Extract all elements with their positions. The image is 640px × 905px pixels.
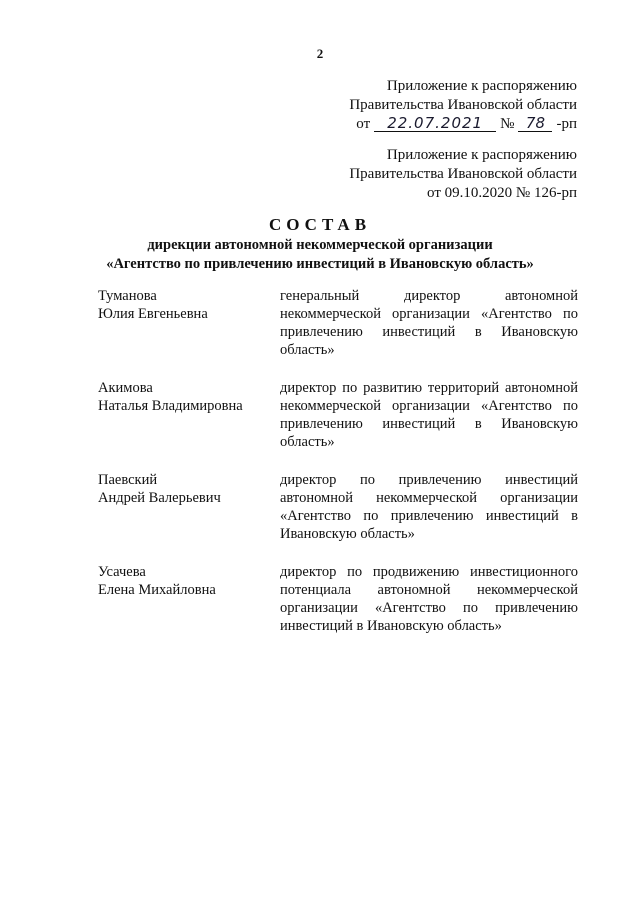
handwritten-date: 22.07.2021	[374, 115, 496, 132]
appendix-line: Приложение к распоряжению	[386, 147, 577, 163]
member-given-names: Андрей Валерьевич	[98, 490, 221, 506]
member-position: директор по привлечению инвестиций автономной некоммерческой организации «Агентство по привлечению инвестиций в Ивановскую область»	[280, 472, 578, 542]
member-name	[98, 379, 280, 451]
document-title	[0, 214, 640, 274]
member-surname: Акимова	[98, 380, 153, 396]
member-name	[98, 471, 280, 543]
appendix-line: от 09.10.2020 № 126-рп	[427, 185, 577, 201]
appendix-header-current	[349, 77, 577, 134]
member-name	[98, 287, 280, 359]
member-row	[98, 287, 578, 359]
appendix-date-line	[349, 115, 577, 134]
member-given-names: Наталья Владимировна	[98, 398, 243, 414]
member-row	[98, 379, 578, 451]
page-number: 2	[316, 46, 324, 61]
handwritten-number: 78	[518, 115, 552, 132]
members-list	[98, 287, 578, 655]
title-subtitle: дирекции автономной некоммерческой организации	[147, 237, 493, 253]
appendix-line: Правительства Ивановской области	[349, 97, 577, 113]
member-name	[98, 563, 280, 635]
member-given-names: Юлия Евгеньевна	[98, 306, 208, 322]
member-given-names: Елена Михайловна	[98, 582, 216, 598]
member-row	[98, 563, 578, 635]
appendix-line: Приложение к распоряжению	[386, 78, 577, 94]
member-surname: Паевский	[98, 472, 158, 488]
appendix-line: Правительства Ивановской области	[349, 166, 577, 182]
member-position: директор по развитию территорий автономной некоммерческой организации «Агентство по привлечению инвестиций в Ивановскую область»	[280, 380, 578, 450]
member-row	[98, 471, 578, 543]
title-subtitle: «Агентство по привлечению инвестиций в Ивановскую область»	[106, 256, 534, 272]
member-surname: Туманова	[98, 288, 157, 304]
member-surname: Усачева	[98, 564, 146, 580]
number-sign: №	[500, 116, 515, 132]
date-prefix: от	[356, 116, 371, 132]
member-position: директор по продвижению инвестиционного потенциала автономной некоммерческой организации «Агентство по привлечению инвестиций в Ивановскую область»	[280, 564, 578, 634]
title-main: СОСТАВ	[268, 215, 372, 234]
number-suffix: -рп	[556, 116, 577, 132]
member-position: генеральный директор автономной некоммерческой организации «Агентство по привлечению инвестиций в Ивановскую область»	[280, 288, 578, 358]
appendix-header-previous	[349, 146, 577, 203]
